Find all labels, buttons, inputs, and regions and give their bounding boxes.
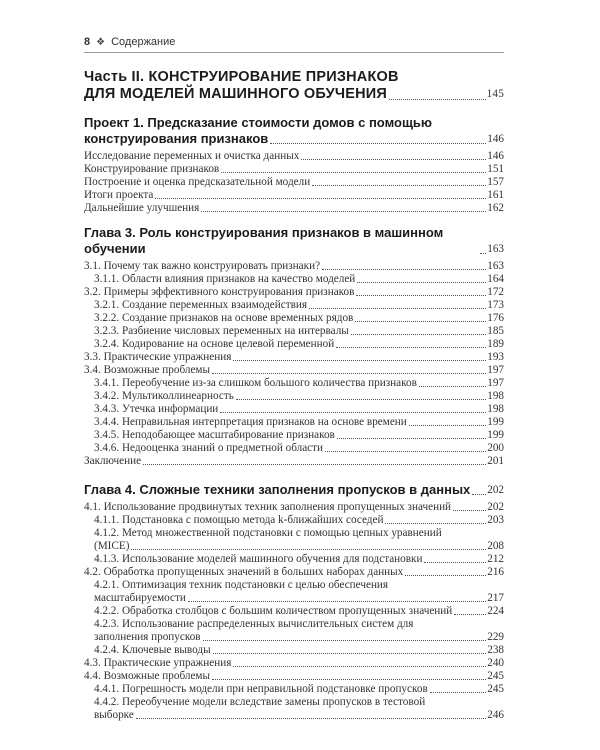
entry-title: 3.2.4. Кодирование на основе целевой переменной xyxy=(94,338,335,350)
dot-leader xyxy=(188,601,486,602)
project-1-items xyxy=(84,150,504,215)
entry-title: 3.2.3. Разбиение числовых переменных на интервалы xyxy=(94,325,349,337)
entry-title: 3.4.2. Мультиколлинеарность xyxy=(94,390,234,402)
entry-title: 3.2. Примеры эффективного конструирования признаков xyxy=(84,286,355,298)
page-num: 200 xyxy=(487,442,504,454)
entry-title: 4.1.2. Метод множественной подстановки с помощью цепных уравнений xyxy=(94,527,442,539)
dot-leader xyxy=(155,198,486,199)
page-num: 240 xyxy=(487,657,504,669)
toc-entry[interactable] xyxy=(84,442,504,455)
running-head xyxy=(84,36,504,53)
page-num: 199 xyxy=(487,416,504,428)
page-num: 185 xyxy=(487,325,504,337)
entry-title: 4.2.3. Использование распределенных вычислительных систем для xyxy=(94,618,414,630)
dot-leader xyxy=(322,269,486,270)
page-num: 217 xyxy=(487,592,504,604)
toc-entry[interactable] xyxy=(84,618,504,644)
dot-leader xyxy=(221,172,486,173)
entry-title: 4.4.2. Переобучение модели вследствие замены пропусков в тестовой xyxy=(94,696,426,708)
dot-leader xyxy=(336,347,486,348)
entry-title: 4.2.1. Оптимизация техник подстановки с целью обеспечения xyxy=(94,579,389,591)
entry-title: 3.2.2. Создание признаков на основе временных рядов xyxy=(94,312,354,324)
page-num: 203 xyxy=(487,514,504,526)
page-num: 197 xyxy=(487,364,504,376)
toc-entry[interactable] xyxy=(84,312,504,325)
dot-leader xyxy=(143,464,486,465)
dot-leader xyxy=(309,308,486,309)
toc-page xyxy=(84,36,504,722)
toc-entry[interactable] xyxy=(84,260,504,273)
page-num: 202 xyxy=(487,501,504,513)
page-num: 216 xyxy=(487,566,504,578)
entry-title: Заключение xyxy=(84,455,142,467)
toc-entry[interactable] xyxy=(84,390,504,403)
entry-title: Конструирование признаков xyxy=(84,163,220,175)
toc-entry[interactable] xyxy=(84,553,504,566)
page-num: 164 xyxy=(487,273,504,285)
dot-leader xyxy=(220,412,486,413)
toc-chapter-4[interactable] xyxy=(84,482,504,498)
dot-leader xyxy=(409,425,486,426)
toc-entry[interactable] xyxy=(84,455,504,468)
dot-leader xyxy=(405,575,486,576)
part-title-line1: Часть II. КОНСТРУИРОВАНИЕ ПРИЗНАКОВ xyxy=(84,69,399,85)
dot-leader xyxy=(233,360,486,361)
toc-entry[interactable] xyxy=(84,416,504,429)
entry-title-continued: (MICE) xyxy=(94,540,130,552)
dot-leader xyxy=(136,718,486,719)
toc-entry[interactable] xyxy=(84,670,504,683)
page-num: 199 xyxy=(487,429,504,441)
entry-title: 3.3. Практические упражнения xyxy=(84,351,232,363)
dot-leader xyxy=(212,679,486,680)
chapter-title: Глава 4. Сложные техники заполнения пропусков в данных xyxy=(84,482,471,497)
toc-entry[interactable] xyxy=(84,657,504,670)
entry-title: 4.1. Использование продвинутых техник заполнения пропущенных значений xyxy=(84,501,452,513)
dot-leader xyxy=(356,295,486,296)
page-number: 8 xyxy=(84,36,91,48)
entry-title: 4.2.2. Обработка столбцов с большим количеством пропущенных значений xyxy=(94,605,453,617)
page-num: 176 xyxy=(487,312,504,324)
project-title-line1: Проект 1. Предсказание стоимости домов с помощью xyxy=(84,115,433,130)
project-title-line2: конструирования признаков xyxy=(84,131,269,146)
toc-entry[interactable] xyxy=(84,566,504,579)
entry-title: 3.1. Почему так важно конструировать признаки? xyxy=(84,260,321,272)
dot-leader xyxy=(131,549,486,550)
toc-entry[interactable] xyxy=(84,501,504,514)
page-num: 198 xyxy=(487,403,504,415)
entry-title-continued: заполнения пропусков xyxy=(94,631,201,643)
toc-entry[interactable] xyxy=(84,605,504,618)
page-num: 201 xyxy=(487,455,504,467)
page-num: 245 xyxy=(487,670,504,682)
entry-title: 4.4.1. Погрешность модели при неправильной подстановке пропусков xyxy=(94,683,428,695)
entry-title: Построение и оценка предсказательной модели xyxy=(84,176,311,188)
entry-title-continued: выборке xyxy=(94,709,134,721)
chapter-4-items xyxy=(84,501,504,722)
page-num: 145 xyxy=(486,88,504,100)
toc-entry[interactable] xyxy=(84,364,504,377)
toc-entry[interactable] xyxy=(84,514,504,527)
entry-title: Итоги проекта xyxy=(84,189,154,201)
entry-title: 4.1.1. Подстановка с помощью метода k-ближайших соседей xyxy=(94,514,384,526)
dot-leader xyxy=(355,321,486,322)
entry-title: 3.4.5. Неподобающее масштабирование признаков xyxy=(94,429,335,441)
entry-title: 3.4.1. Переобучение из-за слишком большого количества признаков xyxy=(94,377,417,389)
entry-title: 4.1.3. Использование моделей машинного обучения для подстановки xyxy=(94,553,423,565)
page-num: 189 xyxy=(487,338,504,350)
entry-title: 3.4. Возможные проблемы xyxy=(84,364,211,376)
dot-leader xyxy=(203,640,487,641)
page-num: 198 xyxy=(487,390,504,402)
entry-title: 3.1.1. Области влияния признаков на качество моделей xyxy=(94,273,356,285)
entry-title: 4.2. Обработка пропущенных значений в больших наборах данных xyxy=(84,566,404,578)
page-num: 146 xyxy=(487,150,504,162)
dot-leader xyxy=(325,451,486,452)
toc-entry[interactable] xyxy=(84,176,504,189)
dot-leader xyxy=(270,143,486,144)
dot-leader xyxy=(424,562,486,563)
page-num: 163 xyxy=(487,243,504,255)
toc-chapter-3[interactable] xyxy=(84,225,504,257)
entry-title: 4.3. Практические упражнения xyxy=(84,657,232,669)
dot-leader xyxy=(312,185,486,186)
entry-title: 3.2.1. Создание переменных взаимодействия xyxy=(94,299,307,311)
page-num: 224 xyxy=(487,605,504,617)
page-num: 197 xyxy=(487,377,504,389)
dot-leader xyxy=(389,99,486,100)
entry-title: 3.4.4. Неправильная интерпретация признаков на основе времени xyxy=(94,416,407,428)
entry-title: 4.2.4. Ключевые выводы xyxy=(94,644,211,656)
page-num: 151 xyxy=(487,163,504,175)
entry-title: 3.4.6. Недооценка знаний о предметной области xyxy=(94,442,324,454)
toc-entry[interactable] xyxy=(84,299,504,312)
dot-leader xyxy=(213,653,487,654)
dot-leader xyxy=(212,373,486,374)
page-num: 238 xyxy=(487,644,504,656)
page-num: 245 xyxy=(487,683,504,695)
page-num: 208 xyxy=(487,540,504,552)
page-num: 157 xyxy=(487,176,504,188)
page-num: 229 xyxy=(487,631,504,643)
dot-leader xyxy=(419,386,486,387)
toc-entry[interactable] xyxy=(84,527,504,553)
toc-entry[interactable] xyxy=(84,286,504,299)
page-num: 202 xyxy=(487,484,504,496)
toc-entry[interactable] xyxy=(84,403,504,416)
chapter-title: Глава 3. Роль конструирования признаков в машинном обучении xyxy=(84,225,444,256)
dot-leader xyxy=(337,438,486,439)
toc-entry[interactable] xyxy=(84,189,504,202)
dot-leader xyxy=(357,282,486,283)
toc-entry[interactable] xyxy=(84,202,504,215)
dot-leader xyxy=(430,692,486,693)
toc-entry[interactable] xyxy=(84,338,504,351)
ornament-icon: ❖ xyxy=(96,36,106,48)
dot-leader xyxy=(472,494,486,495)
chapter-3-items xyxy=(84,260,504,468)
toc-entry[interactable] xyxy=(84,579,504,605)
table-of-contents xyxy=(84,69,504,722)
page-num: 212 xyxy=(487,553,504,565)
toc-entry[interactable] xyxy=(84,163,504,176)
dot-leader xyxy=(201,211,486,212)
dot-leader xyxy=(454,614,486,615)
entry-title: Дальнейшие улучшения xyxy=(84,202,200,214)
toc-project-1[interactable] xyxy=(84,115,504,147)
entry-title: 3.4.3. Утечка информации xyxy=(94,403,219,415)
dot-leader xyxy=(236,399,486,400)
toc-entry[interactable] xyxy=(84,273,504,286)
dot-leader xyxy=(351,334,486,335)
toc-entry[interactable] xyxy=(84,325,504,338)
page-num: 161 xyxy=(487,189,504,201)
page-num: 162 xyxy=(487,202,504,214)
toc-entry[interactable] xyxy=(84,696,504,722)
section-title: Содержание xyxy=(111,36,176,48)
entry-title: 4.4. Возможные проблемы xyxy=(84,670,211,682)
toc-entry[interactable] xyxy=(84,644,504,657)
toc-entry[interactable] xyxy=(84,683,504,696)
entry-title-continued: масштабируемости xyxy=(94,592,186,604)
toc-part-2[interactable] xyxy=(84,69,504,103)
toc-entry[interactable] xyxy=(84,351,504,364)
page-num: 172 xyxy=(487,286,504,298)
page-num: 193 xyxy=(487,351,504,363)
page-num: 146 xyxy=(487,133,504,145)
entry-title: Исследование переменных и очистка данных xyxy=(84,150,300,162)
page-num: 246 xyxy=(487,709,504,721)
part-title-line2: ДЛЯ МОДЕЛЕЙ МАШИННОГО ОБУЧЕНИЯ xyxy=(84,86,388,102)
toc-entry[interactable] xyxy=(84,150,504,163)
dot-leader xyxy=(301,159,486,160)
dot-leader xyxy=(233,666,486,667)
toc-entry[interactable] xyxy=(84,429,504,442)
dot-leader xyxy=(385,523,486,524)
toc-entry[interactable] xyxy=(84,377,504,390)
page-num: 163 xyxy=(487,260,504,272)
dot-leader xyxy=(453,510,486,511)
page-num: 173 xyxy=(487,299,504,311)
dot-leader xyxy=(480,253,486,254)
